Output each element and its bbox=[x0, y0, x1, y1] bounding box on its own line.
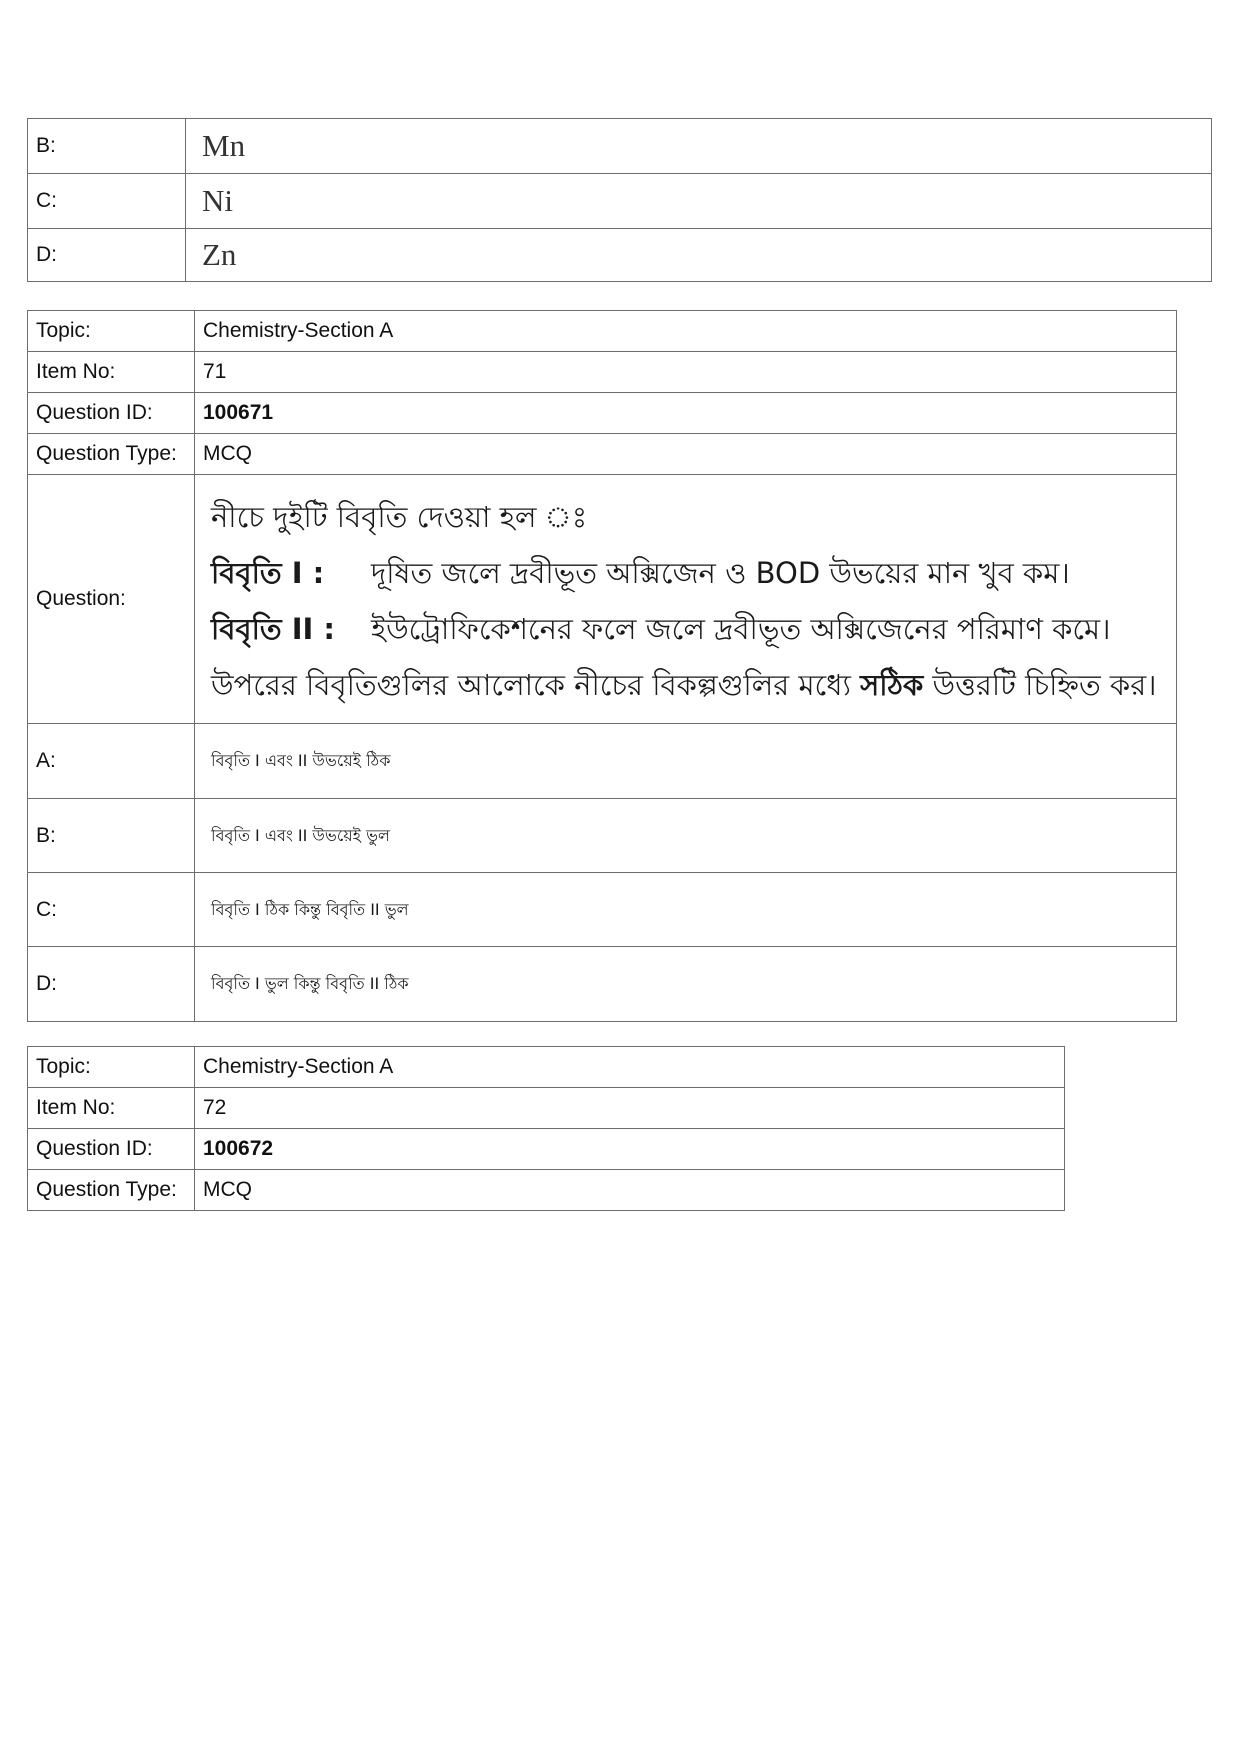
question-id-value: 100671 bbox=[195, 393, 1177, 434]
option-label: D: bbox=[28, 229, 186, 282]
item-no-label: Item No: bbox=[28, 352, 195, 393]
topic-label: Topic: bbox=[28, 1047, 195, 1088]
option-a-text: বিবৃতি I এবং II উভয়েই ঠিক bbox=[195, 724, 1177, 799]
option-value: Mn bbox=[186, 119, 1212, 174]
option-d-row bbox=[28, 947, 1177, 1022]
option-a-row bbox=[28, 724, 1177, 799]
question-id-row bbox=[28, 393, 1177, 434]
option-c-label: C: bbox=[28, 873, 195, 947]
option-b-row bbox=[28, 799, 1177, 873]
question-id-value: 100672 bbox=[195, 1129, 1065, 1170]
option-c-text: বিবৃতি I ঠিক কিন্তু বিবৃতি II ভুল bbox=[195, 873, 1177, 947]
topic-row bbox=[28, 1047, 1065, 1088]
question-text bbox=[195, 475, 1177, 724]
item-no-value: 71 bbox=[195, 352, 1177, 393]
question-id-label: Question ID: bbox=[28, 1129, 195, 1170]
item-no-value: 72 bbox=[195, 1088, 1065, 1129]
question-intro: নীচে দুইটি বিবৃতি দেওয়া হল ঃ bbox=[211, 500, 588, 534]
question-row bbox=[28, 475, 1177, 724]
option-c-row bbox=[28, 873, 1177, 947]
question-instruction: উপরের বিবৃতিগুলির আলোকে নীচের বিকল্পগুলির মধ্যে সঠিক উত্তরটি চিহ্নিত কর। bbox=[211, 668, 1157, 702]
statement-1-label: বিবৃতি I : bbox=[211, 556, 325, 590]
topic-label: Topic: bbox=[28, 311, 195, 352]
item-no-row bbox=[28, 352, 1177, 393]
option-b-text: বিবৃতি I এবং II উভয়েই ভুল bbox=[195, 799, 1177, 873]
item-no-row bbox=[28, 1088, 1065, 1129]
topic-value: Chemistry-Section A bbox=[195, 311, 1177, 352]
question-72-table bbox=[27, 1046, 1065, 1211]
question-type-row bbox=[28, 1170, 1065, 1211]
item-no-label: Item No: bbox=[28, 1088, 195, 1129]
question-id-row bbox=[28, 1129, 1065, 1170]
question-type-label: Question Type: bbox=[28, 1170, 195, 1211]
option-b-label: B: bbox=[28, 799, 195, 873]
question-type-value: MCQ bbox=[195, 434, 1177, 475]
question-label: Question: bbox=[28, 475, 195, 724]
topic-value: Chemistry-Section A bbox=[195, 1047, 1065, 1088]
previous-question-options bbox=[27, 118, 1212, 282]
option-a-label: A: bbox=[28, 724, 195, 799]
statement-2-label: বিবৃতি II : bbox=[211, 612, 336, 646]
option-label: C: bbox=[28, 174, 186, 229]
option-row bbox=[28, 174, 1212, 229]
statement-1-text: দূষিত জলে দ্রবীভূত অক্সিজেন ও BOD উভয়ের মান খুব কম। bbox=[371, 556, 1070, 590]
topic-row bbox=[28, 311, 1177, 352]
question-type-row bbox=[28, 434, 1177, 475]
question-type-label: Question Type: bbox=[28, 434, 195, 475]
option-d-label: D: bbox=[28, 947, 195, 1022]
emphasis-correct: সঠিক bbox=[860, 668, 924, 702]
option-d-text: বিবৃতি I ভুল কিন্তু বিবৃতি II ঠিক bbox=[195, 947, 1177, 1022]
option-row bbox=[28, 119, 1212, 174]
option-label: B: bbox=[28, 119, 186, 174]
question-id-label: Question ID: bbox=[28, 393, 195, 434]
option-value: Zn bbox=[186, 229, 1212, 282]
question-type-value: MCQ bbox=[195, 1170, 1065, 1211]
question-71-table bbox=[27, 310, 1177, 1022]
statement-1 bbox=[211, 545, 1168, 601]
statement-2 bbox=[211, 601, 1168, 657]
option-row bbox=[28, 229, 1212, 282]
statement-2-text: ইউট্রোফিকেশনের ফলে জলে দ্রবীভূত অক্সিজেনের পরিমাণ কমে। bbox=[371, 612, 1111, 646]
option-value: Ni bbox=[186, 174, 1212, 229]
